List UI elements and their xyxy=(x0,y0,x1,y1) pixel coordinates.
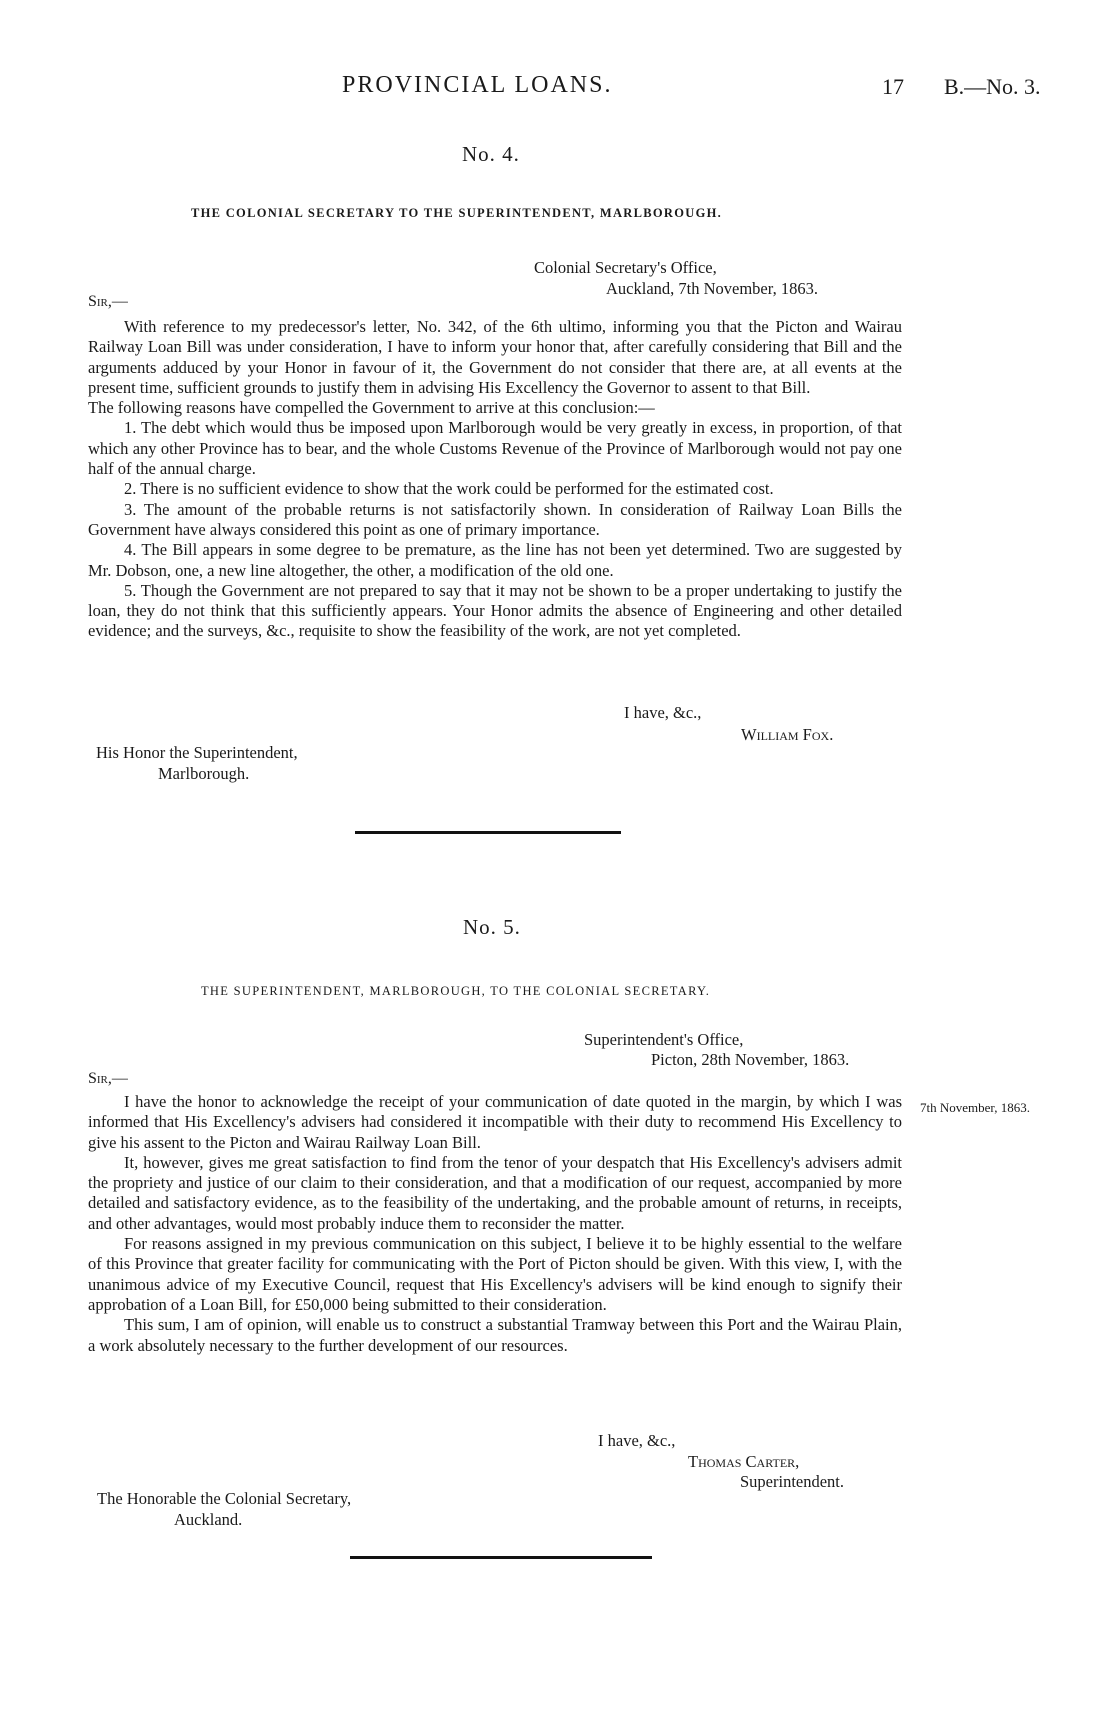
letter-5-addressee-place: Auckland. xyxy=(174,1510,243,1529)
letter-5-paragraph: For reasons assigned in my previous communication on this subject, I believe it to be highly essential to the welfare of this Province that greater facility for communicating with the Port of Picton should be given. With this view, I, with the unanimous advice of my Executive Council, request that His Excellency's advisers will be kind enough to signify their approbation of a Loan Bill, for £50,000 being submitted to their consideration. xyxy=(88,1234,902,1314)
letter-5-signature-title: Superintendent. xyxy=(740,1472,845,1491)
letter-5-signature: Thomas Carter, xyxy=(688,1452,800,1471)
letter-4-closing: I have, &c., xyxy=(624,703,702,722)
letter-4-salutation: Sir,— xyxy=(88,293,128,310)
section-divider xyxy=(355,831,621,834)
letter-4-reason: 5. Though the Government are not prepared to say that it may not be shown to be a proper undertaking to justify the loan, they do not think that this sufficiently appears. Your Honor admits the absence of Engineering and other detailed evidence; and the surveys, &c., requisite to show the feasibility of the work, are not yet completed. xyxy=(88,580,902,641)
letter-4-number: No. 4. xyxy=(462,142,520,166)
letter-5-body xyxy=(88,1092,902,1356)
letter-4-paragraph: The following reasons have compelled the Government to arrive at this conclusion:— xyxy=(88,398,655,418)
letter-5-title: THE SUPERINTENDENT, MARLBOROUGH, TO THE COLONIAL SECRETARY. xyxy=(201,984,711,998)
letter-5-paragraph: It, however, gives me great satisfaction to find from the tenor of your despatch that His Excellency's advisers admit the propriety and justice of our claim to their consideration, and that a modification of our request, accompanied by more detailed and satisfactory evidence, as to the feasibility of the undertaking, and the probable amount of returns, in receipts, and other advantages, would most probably induce them to reconsider the matter. xyxy=(88,1152,902,1233)
letter-5-paragraph: I have the honor to acknowledge the receipt of your communication of date quoted in the margin, by which I was informed that His Excellency's advisers had considered it incompatible with their duty to recommend His Excellency to give his assent to the Picton and Wairau Railway Loan Bill. xyxy=(88,1092,902,1152)
letter-4-title: THE COLONIAL SECRETARY TO THE SUPERINTENDENT, MARLBOROUGH. xyxy=(191,206,723,220)
letter-4-reason: 4. The Bill appears in some degree to be premature, as the line has not been yet determined. Two are suggested by Mr. Dobson, one, a new line altogether, the other, a modification of the old one. xyxy=(88,540,902,580)
running-title: PROVINCIAL LOANS. xyxy=(342,72,613,98)
letter-5-closing: I have, &c., xyxy=(598,1431,676,1450)
letter-4-sender-office: Colonial Secretary's Office, xyxy=(534,258,717,277)
letter-4-reason: 2. There is no sufficient evidence to show that the work could be performed for the estimated cost. xyxy=(124,479,774,499)
letter-5-sender-place-date: Picton, 28th November, 1863. xyxy=(651,1050,850,1069)
page-number: 17 xyxy=(882,74,904,99)
paper-reference: B.—No. 3. xyxy=(944,74,1041,99)
letter-5-addressee: The Honorable the Colonial Secretary, xyxy=(97,1489,352,1508)
letter-4-reason: 1. The debt which would thus be imposed upon Marlborough would be very greatly in excess, in proportion, of that which any other Province has to bear, and the whole Customs Revenue of the Province of Marlborough would not pay one half of the annual charge. xyxy=(88,418,902,479)
letter-5-paragraph: This sum, I am of opinion, will enable us to construct a substantial Tramway between this Port and the Wairau Plain, a work absolutely necessary to the further development of our resources. xyxy=(88,1315,902,1355)
letter-5-salutation: Sir,— xyxy=(88,1070,128,1087)
margin-note: 7th November, 1863. xyxy=(920,1100,1030,1115)
letter-5-sender-office: Superintendent's Office, xyxy=(584,1030,744,1049)
letter-5-number: No. 5. xyxy=(463,915,521,939)
letter-4-sender-place-date: Auckland, 7th November, 1863. xyxy=(606,279,818,298)
letter-4-signature: William Fox. xyxy=(741,725,834,744)
letter-4-paragraph: With reference to my predecessor's letter, No. 342, of the 6th ultimo, informing you that the Picton and Wairau Railway Loan Bill was under consideration, I have to inform your honor that, after carefully considering that Bill and the arguments adduced by your Honor in favour of it, the Government do not consider that there are, at all events at the present time, sufficient grounds to justify them in advising His Excellency the Governor to assent to that Bill. xyxy=(88,317,902,397)
letter-4-addressee: His Honor the Superintendent, xyxy=(96,743,298,762)
letter-4-reason: 3. The amount of the probable returns is not satisfactorily shown. In consideration of Railway Loan Bills the Government have always considered this point as one of primary importance. xyxy=(88,499,902,539)
letter-4-addressee-place: Marlborough. xyxy=(158,764,250,783)
letter-4-body xyxy=(88,317,902,642)
end-divider xyxy=(350,1556,652,1559)
